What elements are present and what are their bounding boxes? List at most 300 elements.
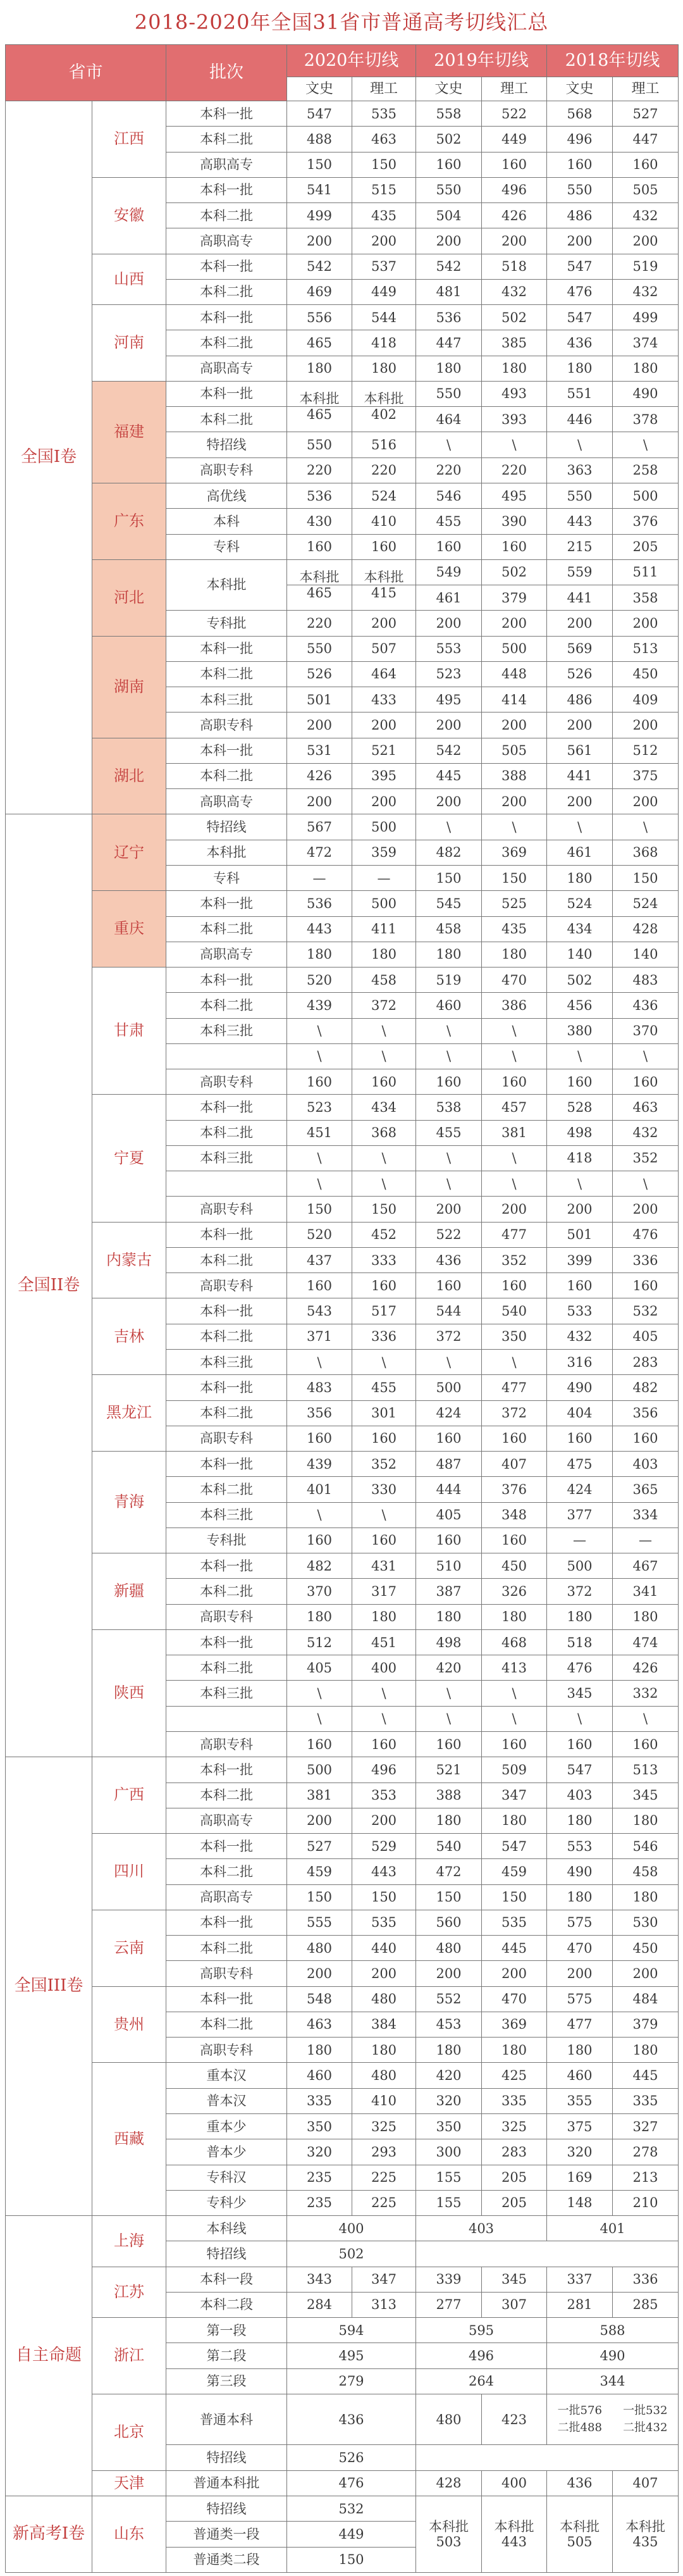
value-cell: 453 — [416, 2012, 482, 2037]
value-cell: 460 — [416, 993, 482, 1018]
value-cell: 451 — [287, 1120, 352, 1145]
table-row — [6, 738, 679, 763]
value-cell: 150 — [287, 1884, 352, 1910]
batch-name: 本科一批 — [166, 305, 287, 330]
value-cell: 449 — [482, 127, 547, 152]
value-cell: 160 — [482, 534, 547, 559]
value-cell: 376 — [482, 1477, 547, 1502]
batch-name: 本科一批 — [166, 1553, 287, 1579]
value-cell: 258 — [613, 457, 679, 483]
table-row — [6, 2267, 679, 2292]
value-cell: — — [352, 865, 416, 890]
value-cell: 536 — [416, 305, 482, 330]
batch-name: 第三段 — [166, 2368, 287, 2394]
header-batch: 批次 — [166, 45, 287, 101]
value-cell: 550 — [416, 177, 482, 202]
value-cell: 432 — [613, 279, 679, 304]
page-title: 2018-2020年全国31省市普通高考切线汇总 — [134, 10, 549, 34]
value-cell: 371 — [287, 1324, 352, 1349]
value-cell: 434 — [547, 916, 613, 942]
table-row — [6, 1095, 679, 1120]
value-cell: 284 — [287, 2292, 352, 2317]
batch-name: 第一段 — [166, 2318, 287, 2343]
value-cell: 384 — [352, 2012, 416, 2037]
value-cell: 200 — [416, 228, 482, 254]
table-row — [6, 968, 679, 993]
batch-name: 本科批 — [166, 840, 287, 865]
value-cell: 524 — [547, 891, 613, 916]
value-cell: 550 — [416, 381, 482, 406]
value-cell: 538 — [416, 1095, 482, 1120]
value-cell: 522 — [482, 101, 547, 127]
value-cell: 458 — [416, 916, 482, 942]
value-cell: \ — [416, 1350, 482, 1375]
value-cell: 368 — [613, 840, 679, 865]
value-cell: 225 — [352, 2165, 416, 2190]
value-cell: \ — [352, 1350, 416, 1375]
value-cell: 386 — [482, 993, 547, 1018]
value-cell: 426 — [482, 203, 547, 228]
value-cell: 160 — [416, 1069, 482, 1095]
value-cell: 160 — [416, 152, 482, 177]
value-cell: 320 — [416, 2088, 482, 2113]
value-cell: 500 — [416, 1375, 482, 1400]
value-cell: 519 — [416, 968, 482, 993]
value-cell: 455 — [352, 1375, 416, 1400]
table-row — [6, 1986, 679, 2012]
value-cell: \ — [352, 1018, 416, 1043]
value-cell: 200 — [352, 1808, 416, 1833]
value-cell: 480 — [416, 1936, 482, 1961]
value-cell — [416, 2496, 482, 2572]
batch-name: 本科二批 — [166, 279, 287, 304]
table-row — [6, 1222, 679, 1247]
value-cell: 320 — [547, 2139, 613, 2165]
value-cell: 150 — [287, 2547, 416, 2572]
header-province: 省市 — [6, 45, 166, 101]
value-cell: 210 — [613, 2190, 679, 2215]
province-name: 山西 — [92, 254, 166, 305]
value-cell: 352 — [482, 1247, 547, 1272]
batch-name: 高职高专 — [166, 942, 287, 967]
value-cell: 439 — [287, 993, 352, 1018]
batch-name: 特招线 — [166, 432, 287, 457]
value-cell: 509 — [482, 1757, 547, 1783]
value-cell: \ — [613, 1043, 679, 1069]
value-cell: 436 — [613, 993, 679, 1018]
value-cell: \ — [482, 1681, 547, 1706]
value-cell: 504 — [416, 203, 482, 228]
value-cell: 200 — [416, 1197, 482, 1222]
value-cell: 180 — [416, 356, 482, 381]
value-cell: 405 — [287, 1655, 352, 1681]
value-cell: 490 — [547, 1859, 613, 1884]
value-cell: 535 — [352, 1910, 416, 1935]
value-cell: 445 — [613, 2063, 679, 2088]
batch-name: 重本少 — [166, 2113, 287, 2139]
value-cell: 496 — [482, 177, 547, 202]
value-cell: 180 — [287, 356, 352, 381]
value-cell: 352 — [352, 1452, 416, 1477]
batch-name: 专科 — [166, 865, 287, 890]
merged-value: 503 — [436, 2534, 462, 2549]
value-cell: 436 — [287, 2394, 416, 2445]
value-cell: 550 — [547, 177, 613, 202]
value-cell: \ — [482, 1018, 547, 1043]
value-cell: 200 — [613, 1961, 679, 1986]
value-cell: 372 — [352, 993, 416, 1018]
batch-name: 本科二段 — [166, 2292, 287, 2317]
value-cell: 477 — [482, 1222, 547, 1247]
batch-name: 本科二批 — [166, 203, 287, 228]
value-cell: 180 — [352, 1604, 416, 1629]
value-cell: \ — [352, 1171, 416, 1197]
batch-name: 高职专科 — [166, 1273, 287, 1298]
value-cell: 160 — [547, 1426, 613, 1451]
value-cell: 160 — [352, 1273, 416, 1298]
value-cell: 480 — [352, 1986, 416, 2012]
value-cell: 524 — [613, 891, 679, 916]
value-cell: 150 — [352, 152, 416, 177]
value-cell: 559 — [547, 559, 613, 585]
batch-name: 本科二批 — [166, 1247, 287, 1272]
batch-name: 重本汉 — [166, 2063, 287, 2088]
value-cell: 480 — [416, 2394, 482, 2445]
value-cell: 460 — [287, 2063, 352, 2088]
value-cell: 435 — [352, 203, 416, 228]
table-row — [6, 381, 679, 406]
value-cell: 一批576 — [557, 2403, 602, 2417]
value-cell: 456 — [547, 993, 613, 1018]
value-cell: 379 — [613, 2012, 679, 2037]
value-cell: 二批488 — [557, 2420, 602, 2434]
value-cell: 525 — [482, 891, 547, 916]
value-cell: 277 — [416, 2292, 482, 2317]
value-cell: 502 — [416, 127, 482, 152]
value-cell: 200 — [613, 1197, 679, 1222]
batch-name: 特招线 — [166, 814, 287, 840]
value-cell: 200 — [287, 1808, 352, 1833]
value-cell: 399 — [547, 1247, 613, 1272]
value-cell: 516 — [352, 432, 416, 457]
value-cell: 465 — [287, 407, 352, 432]
batch-name: 本科一批 — [166, 738, 287, 763]
value-cell: 283 — [613, 1350, 679, 1375]
value-cell: 568 — [547, 101, 613, 127]
value-cell: 487 — [416, 1452, 482, 1477]
value-cell: \ — [352, 1681, 416, 1706]
value-cell: 180 — [547, 1604, 613, 1629]
value-cell: 441 — [547, 763, 613, 788]
value-cell: 461 — [416, 585, 482, 611]
cutoff-table — [5, 44, 679, 2573]
group-label: 全国Ⅰ卷 — [6, 101, 92, 814]
table-row — [6, 2063, 679, 2088]
merged-label: 本科批 — [560, 2518, 600, 2534]
value-cell: 一批532 — [623, 2403, 668, 2417]
value-cell: 160 — [287, 1528, 352, 1553]
value-cell: 200 — [613, 611, 679, 636]
table-row — [6, 1629, 679, 1655]
value-cell: 317 — [352, 1579, 416, 1604]
header-year: 2020年切线 — [287, 45, 416, 77]
value-cell: 337 — [547, 2267, 613, 2292]
value-cell: 347 — [482, 1783, 547, 1808]
value-cell: 526 — [287, 2445, 416, 2470]
value-cell: 555 — [287, 1910, 352, 1935]
value-cell: 180 — [613, 1808, 679, 1833]
value-cell: 381 — [482, 1120, 547, 1145]
table-row — [6, 1757, 679, 1783]
batch-name: 本科二批 — [166, 2012, 287, 2037]
value-cell: 500 — [547, 1553, 613, 1579]
value-cell: \ — [482, 1145, 547, 1171]
value-cell: 200 — [287, 228, 352, 254]
value-cell: 474 — [613, 1629, 679, 1655]
value-cell: 476 — [287, 2470, 416, 2496]
value-cell: 423 — [482, 2394, 547, 2445]
value-cell: 160 — [287, 1273, 352, 1298]
batch-name: 高职专科 — [166, 1426, 287, 1451]
value-cell: 180 — [352, 2038, 416, 2063]
value-cell: 521 — [352, 738, 416, 763]
batch-name: 本科三批 — [166, 1018, 287, 1043]
value-cell: 501 — [287, 687, 352, 712]
province-name: 北京 — [92, 2394, 166, 2470]
value-cell: 220 — [287, 457, 352, 483]
value-cell: 200 — [482, 712, 547, 738]
value-cell: 542 — [416, 254, 482, 279]
value-cell: 527 — [613, 101, 679, 127]
batch-name: 普通类一段 — [166, 2522, 287, 2547]
batch-name: 本科二批 — [166, 1655, 287, 1681]
value-cell: 160 — [613, 1069, 679, 1095]
value-cell: 537 — [352, 254, 416, 279]
value-cell: 278 — [613, 2139, 679, 2165]
value-cell: 180 — [547, 1884, 613, 1910]
batch-name: 普通本科 — [166, 2394, 287, 2445]
value-cell: 496 — [416, 2343, 547, 2368]
value-cell: 180 — [416, 1604, 482, 1629]
value-cell: 180 — [287, 942, 352, 967]
value-cell: \ — [416, 1681, 482, 1706]
value-cell: 510 — [416, 1553, 482, 1579]
value-cell: 553 — [547, 1834, 613, 1859]
batch-name: 特招线 — [166, 2496, 287, 2521]
batch-name: 本科一批 — [166, 636, 287, 661]
value-cell: 551 — [547, 381, 613, 406]
value-cell: 180 — [287, 1604, 352, 1629]
value-cell: 496 — [352, 1757, 416, 1783]
value-cell: 483 — [287, 1375, 352, 1400]
batch-name: 本科一批 — [166, 1452, 287, 1477]
batch-name: 高职高专 — [166, 789, 287, 814]
value-cell: 548 — [287, 1986, 352, 2012]
value-cell: 348 — [482, 1502, 547, 1528]
value-cell: 443 — [547, 509, 613, 534]
value-cell: 546 — [416, 483, 482, 508]
value-cell: 518 — [482, 254, 547, 279]
value-cell: 405 — [613, 1324, 679, 1349]
value-cell: 200 — [613, 228, 679, 254]
batch-name: 第二段 — [166, 2343, 287, 2368]
value-cell: 436 — [547, 330, 613, 356]
value-cell: 476 — [613, 1222, 679, 1247]
value-cell: 552 — [416, 1986, 482, 2012]
value-cell — [482, 2496, 547, 2572]
value-cell: 365 — [613, 1477, 679, 1502]
value-cell: 350 — [287, 2113, 352, 2139]
value-cell: 472 — [287, 840, 352, 865]
value-cell: 498 — [547, 1120, 613, 1145]
value-cell: 505 — [613, 177, 679, 202]
group-label: 全国III卷 — [6, 1757, 92, 2216]
value-cell: 502 — [287, 2241, 416, 2267]
value-cell: 155 — [416, 2190, 482, 2215]
value-cell: 180 — [416, 1808, 482, 1833]
value-cell: 180 — [547, 865, 613, 890]
value-cell: 490 — [613, 381, 679, 406]
value-cell: 316 — [547, 1350, 613, 1375]
batch-name: 本科二批 — [166, 1120, 287, 1145]
value-cell: 220 — [416, 457, 482, 483]
batch-name: 高职专科 — [166, 1069, 287, 1095]
batch-name: 本科一批 — [166, 1629, 287, 1655]
value-cell: 450 — [613, 661, 679, 687]
value-cell: 588 — [547, 2318, 679, 2343]
province-name: 福建 — [92, 381, 166, 483]
value-cell: 150 — [287, 152, 352, 177]
value-cell: 409 — [613, 687, 679, 712]
value-cell: \ — [287, 1018, 352, 1043]
value-cell: 385 — [482, 330, 547, 356]
value-cell: \ — [613, 814, 679, 840]
value-cell: 476 — [547, 279, 613, 304]
value-cell: 368 — [352, 1120, 416, 1145]
value-cell: 400 — [482, 2470, 547, 2496]
value-cell: 205 — [482, 2190, 547, 2215]
value-cell: 160 — [482, 152, 547, 177]
value-cell: 432 — [482, 279, 547, 304]
value-cell: 414 — [482, 687, 547, 712]
province-name: 广西 — [92, 1757, 166, 1834]
value-cell: 446 — [547, 407, 613, 432]
value-cell: 180 — [482, 1808, 547, 1833]
value-cell: 436 — [416, 1247, 482, 1272]
batch-name — [166, 1171, 287, 1197]
value-cell: 459 — [287, 1859, 352, 1884]
merged-value: 443 — [501, 2534, 527, 2549]
value-cell: 575 — [547, 1986, 613, 2012]
value-cell: 200 — [547, 1197, 613, 1222]
value-cell: 523 — [416, 661, 482, 687]
value-cell: \ — [547, 1706, 613, 1731]
province-name: 甘肃 — [92, 968, 166, 1095]
header-wenshi: 文史 — [416, 77, 482, 101]
batch-name: 普通本科批 — [166, 2470, 287, 2496]
batch-name: 本科一批 — [166, 1834, 287, 1859]
value-cell: 477 — [547, 2012, 613, 2037]
province-name: 江西 — [92, 101, 166, 178]
province-name: 河北 — [92, 559, 166, 636]
batch-name: 本科二批 — [166, 407, 287, 432]
value-cell: \ — [547, 1043, 613, 1069]
value-cell: 327 — [613, 2113, 679, 2139]
value-cell: 160 — [287, 1426, 352, 1451]
value-cell: 180 — [482, 356, 547, 381]
value-cell: 464 — [352, 661, 416, 687]
table-row — [6, 636, 679, 661]
value-cell: 542 — [287, 254, 352, 279]
batch-name: 本科二批 — [166, 1579, 287, 1604]
value-cell: 490 — [547, 1375, 613, 1400]
value-cell: 200 — [547, 611, 613, 636]
value-cell: \ — [482, 1171, 547, 1197]
batch-name: 本科一批 — [166, 968, 287, 993]
value-cell: 376 — [613, 509, 679, 534]
value-cell: 481 — [416, 279, 482, 304]
value-cell: 375 — [547, 2113, 613, 2139]
value-cell: 160 — [416, 534, 482, 559]
province-name: 陕西 — [92, 1629, 166, 1757]
value-cell: 205 — [482, 2165, 547, 2190]
value-cell: 200 — [482, 228, 547, 254]
value-cell: 515 — [352, 177, 416, 202]
value-cell: 344 — [547, 2368, 679, 2394]
batch-name: 专科批 — [166, 611, 287, 636]
value-cell — [547, 2496, 613, 2572]
value-cell: 447 — [613, 127, 679, 152]
batch-name: 本科 — [166, 509, 287, 534]
value-cell — [416, 2241, 679, 2267]
value-cell: 200 — [287, 789, 352, 814]
value-cell: 148 — [547, 2190, 613, 2215]
value-cell: 410 — [352, 509, 416, 534]
value-cell: 500 — [287, 1757, 352, 1783]
value-cell: 345 — [547, 1681, 613, 1706]
value-cell: 160 — [416, 1732, 482, 1757]
value-cell: 339 — [416, 2267, 482, 2292]
value-cell: 502 — [482, 559, 547, 585]
merged-label: 本科批 — [625, 2518, 665, 2534]
value-cell: 435 — [482, 916, 547, 942]
batch-name: 本科三批 — [166, 1681, 287, 1706]
value-cell: 160 — [482, 1273, 547, 1298]
value-cell: 326 — [482, 1579, 547, 1604]
value-cell: 281 — [547, 2292, 613, 2317]
value-cell: 499 — [613, 305, 679, 330]
value-cell: 200 — [287, 1961, 352, 1986]
value-cell: 169 — [547, 2165, 613, 2190]
value-cell: 549 — [416, 559, 482, 585]
value-cell: \ — [416, 814, 482, 840]
value-cell: 458 — [352, 968, 416, 993]
value-cell: 283 — [482, 2139, 547, 2165]
value-cell: 370 — [287, 1579, 352, 1604]
value-cell: 388 — [482, 763, 547, 788]
batch-name: 本科一批 — [166, 1095, 287, 1120]
value-cell: 440 — [352, 1936, 416, 1961]
value-cell: 439 — [287, 1452, 352, 1477]
value-cell: 465 — [287, 585, 352, 611]
batch-name: 专科批 — [166, 1528, 287, 1553]
value-cell: 480 — [352, 2063, 416, 2088]
table-row — [6, 2496, 679, 2521]
value-cell: 307 — [482, 2292, 547, 2317]
value-cell: 470 — [547, 1936, 613, 1961]
province-name: 内蒙古 — [92, 1222, 166, 1298]
province-name: 天津 — [92, 2470, 166, 2496]
